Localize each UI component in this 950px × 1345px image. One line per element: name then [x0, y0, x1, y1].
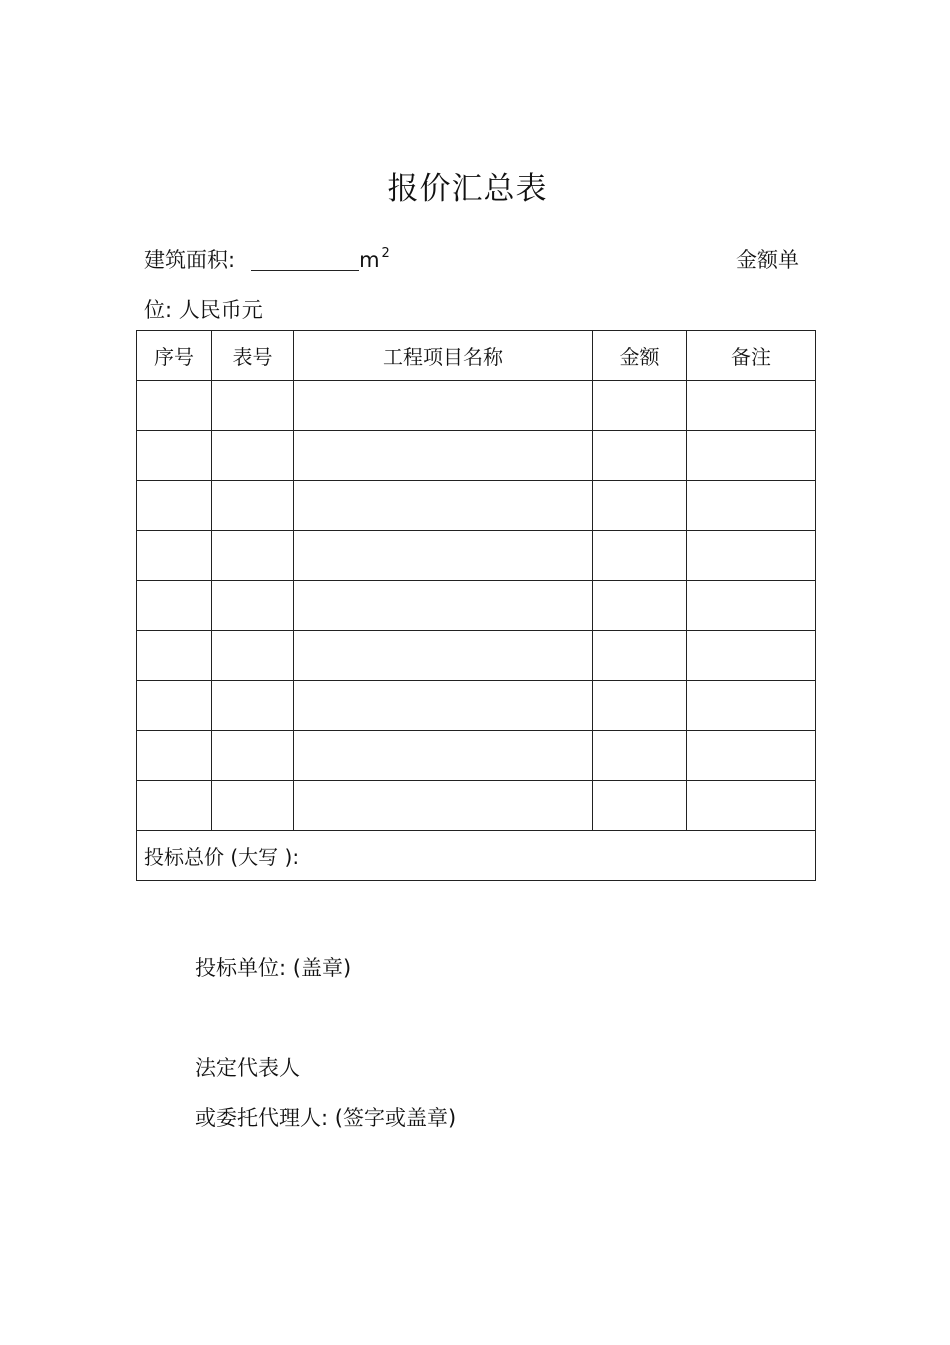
table-row	[137, 681, 816, 731]
cell-amount[interactable]	[593, 431, 687, 481]
cell-project-name[interactable]	[294, 581, 593, 631]
header-form-no: 表号	[212, 331, 294, 381]
header-remarks: 备注	[687, 331, 816, 381]
cell-form-no[interactable]	[212, 531, 294, 581]
cell-form-no[interactable]	[212, 731, 294, 781]
cell-serial-no[interactable]	[137, 731, 212, 781]
amount-unit-part2: 位: 人民币元	[144, 298, 263, 322]
cell-project-name[interactable]	[294, 481, 593, 531]
cell-remarks[interactable]	[687, 481, 816, 531]
cell-remarks[interactable]	[687, 781, 816, 831]
cell-remarks[interactable]	[687, 731, 816, 781]
cell-remarks[interactable]	[687, 631, 816, 681]
bidder-unit-line: 投标单位: (盖章)	[195, 956, 352, 980]
page-title: 报价汇总表	[387, 171, 548, 207]
cell-form-no[interactable]	[212, 481, 294, 531]
cell-remarks[interactable]	[687, 581, 816, 631]
cell-project-name[interactable]	[294, 381, 593, 431]
table-header-row	[137, 331, 816, 381]
cell-amount[interactable]	[593, 681, 687, 731]
area-label: 建筑面积:	[144, 248, 236, 272]
cell-project-name[interactable]	[294, 631, 593, 681]
cell-form-no[interactable]	[212, 681, 294, 731]
cell-serial-no[interactable]	[137, 631, 212, 681]
cell-project-name[interactable]	[294, 531, 593, 581]
authorized-agent-line: 或委托代理人: (签字或盖章)	[195, 1106, 457, 1130]
cell-amount[interactable]	[593, 631, 687, 681]
total-price-label: 投标总价 (大写 ):	[137, 831, 816, 881]
area-line	[144, 244, 390, 274]
legal-representative-line: 法定代表人	[195, 1056, 300, 1080]
cell-serial-no[interactable]	[137, 581, 212, 631]
quote-summary-table	[136, 330, 816, 881]
cell-remarks[interactable]	[687, 681, 816, 731]
table-row	[137, 731, 816, 781]
cell-amount[interactable]	[593, 531, 687, 581]
cell-form-no[interactable]	[212, 381, 294, 431]
header-project-name: 工程项目名称	[294, 331, 593, 381]
cell-remarks[interactable]	[687, 381, 816, 431]
cell-serial-no[interactable]	[137, 481, 212, 531]
cell-remarks[interactable]	[687, 431, 816, 481]
table-row	[137, 481, 816, 531]
cell-amount[interactable]	[593, 731, 687, 781]
area-unit: m	[359, 248, 380, 272]
table-row	[137, 631, 816, 681]
table-row	[137, 581, 816, 631]
header-serial-no: 序号	[137, 331, 212, 381]
cell-form-no[interactable]	[212, 431, 294, 481]
cell-project-name[interactable]	[294, 431, 593, 481]
amount-unit-part1: 金额单	[736, 248, 799, 272]
area-blank-field[interactable]	[251, 248, 359, 271]
cell-amount[interactable]	[593, 381, 687, 431]
header-amount: 金额	[593, 331, 687, 381]
cell-serial-no[interactable]	[137, 681, 212, 731]
cell-amount[interactable]	[593, 781, 687, 831]
table-row	[137, 781, 816, 831]
cell-amount[interactable]	[593, 581, 687, 631]
cell-form-no[interactable]	[212, 631, 294, 681]
cell-project-name[interactable]	[294, 681, 593, 731]
cell-serial-no[interactable]	[137, 781, 212, 831]
cell-amount[interactable]	[593, 481, 687, 531]
cell-serial-no[interactable]	[137, 381, 212, 431]
cell-project-name[interactable]	[294, 781, 593, 831]
cell-remarks[interactable]	[687, 531, 816, 581]
table-row	[137, 531, 816, 581]
cell-project-name[interactable]	[294, 731, 593, 781]
table-row	[137, 431, 816, 481]
cell-form-no[interactable]	[212, 781, 294, 831]
total-row	[137, 831, 816, 881]
table-row	[137, 381, 816, 431]
cell-serial-no[interactable]	[137, 531, 212, 581]
cell-form-no[interactable]	[212, 581, 294, 631]
area-unit-superscript: 2	[381, 246, 390, 261]
cell-serial-no[interactable]	[137, 431, 212, 481]
